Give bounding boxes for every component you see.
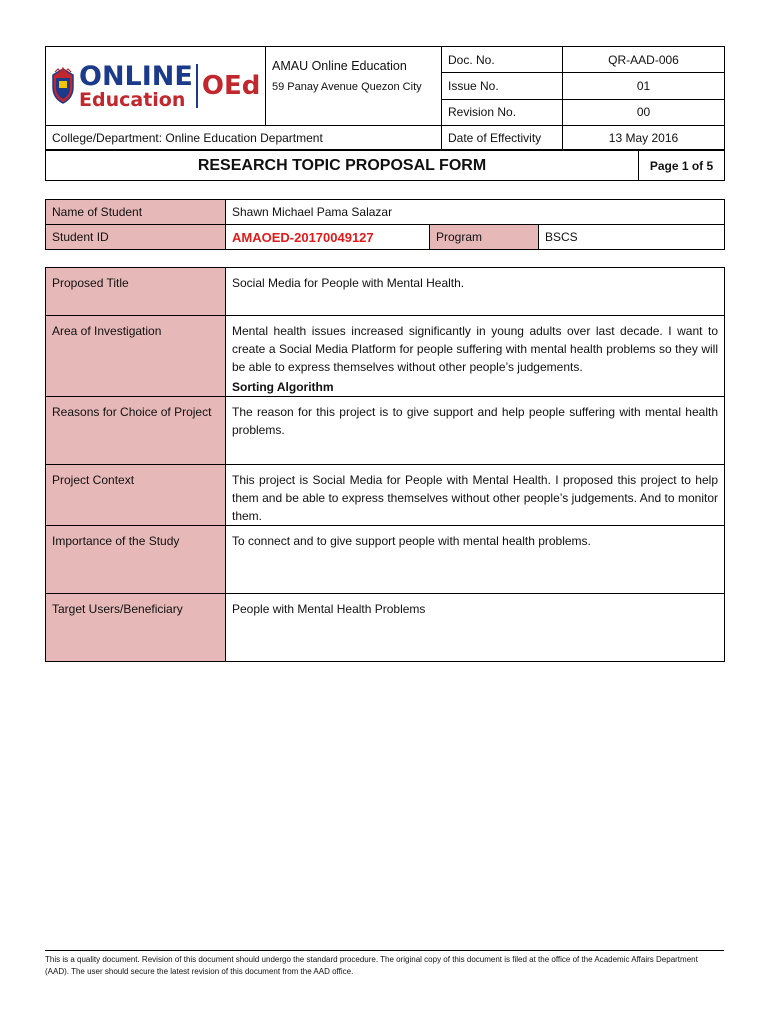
program-label: Program — [430, 225, 539, 250]
issue-no-value: 01 — [563, 73, 725, 99]
department-field: College/Department: Online Education Department — [46, 126, 442, 150]
org-address: 59 Panay Avenue Quezon City — [272, 80, 422, 93]
area-of-investigation-cell — [226, 316, 725, 397]
effectivity-label: Date of Effectivity — [442, 126, 563, 150]
student-name-row — [46, 200, 725, 225]
logo-oed-text: OEd — [201, 71, 261, 101]
header-table — [45, 46, 725, 150]
program-value: BSCS — [539, 225, 725, 250]
proposed-title-value: Social Media for People with Mental Health. — [226, 268, 725, 316]
issue-no-label: Issue No. — [442, 73, 563, 99]
detail-row-project-context — [46, 465, 725, 526]
detail-row-area-of-investigation — [46, 316, 725, 397]
area-of-investigation-value: Mental health issues increased significantly in young adults over last decade. I want to create a Social Media Platform for people suffering with mental health problems so they will be able to express themselves without other people’s judgements. — [232, 324, 718, 374]
student-id-value: AMAOED-20170049127 — [226, 225, 430, 250]
amau-seal-icon — [50, 67, 76, 105]
logo-online-text: ONLINE — [79, 60, 193, 92]
org-info — [266, 47, 442, 126]
reasons-value: The reason for this project is to give support and help people suffering with mental health problems. — [226, 397, 725, 465]
proposal-details-table — [45, 267, 725, 662]
student-id-label: Student ID — [46, 225, 226, 250]
student-id-row — [46, 225, 725, 250]
area-of-investigation-label: Area of Investigation — [46, 316, 226, 397]
org-name: AMAU Online Education — [272, 59, 407, 73]
student-name-label: Name of Student — [46, 200, 226, 225]
doc-no-label: Doc. No. — [442, 47, 563, 73]
title-bar — [45, 150, 725, 181]
effectivity-value: 13 May 2016 — [563, 126, 725, 150]
project-context-value: This project is Social Media for People with Mental Health. I proposed this project to help them and be able to express themselves without other people’s judgements. And to monitor them. — [226, 465, 725, 526]
reasons-label: Reasons for Choice of Project — [46, 397, 226, 465]
detail-row-proposed-title — [46, 268, 725, 316]
detail-row-importance — [46, 526, 725, 594]
target-users-value: People with Mental Health Problems — [226, 594, 725, 662]
logo-divider — [196, 64, 198, 108]
detail-row-target-users — [46, 594, 725, 662]
form-title: RESEARCH TOPIC PROPOSAL FORM — [46, 151, 639, 181]
proposed-title-label: Proposed Title — [46, 268, 226, 316]
revision-no-label: Revision No. — [442, 99, 563, 125]
logo-education-text: Education — [79, 88, 186, 111]
importance-value: To connect and to give support people with mental health problems. — [226, 526, 725, 594]
revision-no-value: 00 — [563, 99, 725, 125]
importance-label: Importance of the Study — [46, 526, 226, 594]
page-number: Page 1 of 5 — [639, 151, 725, 181]
quality-footer-note: This is a quality document. Revision of this document should undergo the standard procedure. The original copy of this document is filed at the office of the Academic Affairs Department (AAD). The user should secure the latest revision of this document from the AAD office. — [45, 950, 724, 978]
amau-logo — [50, 47, 261, 125]
area-of-investigation-subtopic: Sorting Algorithm — [232, 380, 334, 394]
target-users-label: Target Users/Beneficiary — [46, 594, 226, 662]
detail-row-reasons — [46, 397, 725, 465]
student-info-table — [45, 199, 725, 250]
logo-cell — [46, 47, 266, 126]
project-context-label: Project Context — [46, 465, 226, 526]
student-name-value: Shawn Michael Pama Salazar — [226, 200, 725, 225]
doc-no-value: QR-AAD-006 — [563, 47, 725, 73]
